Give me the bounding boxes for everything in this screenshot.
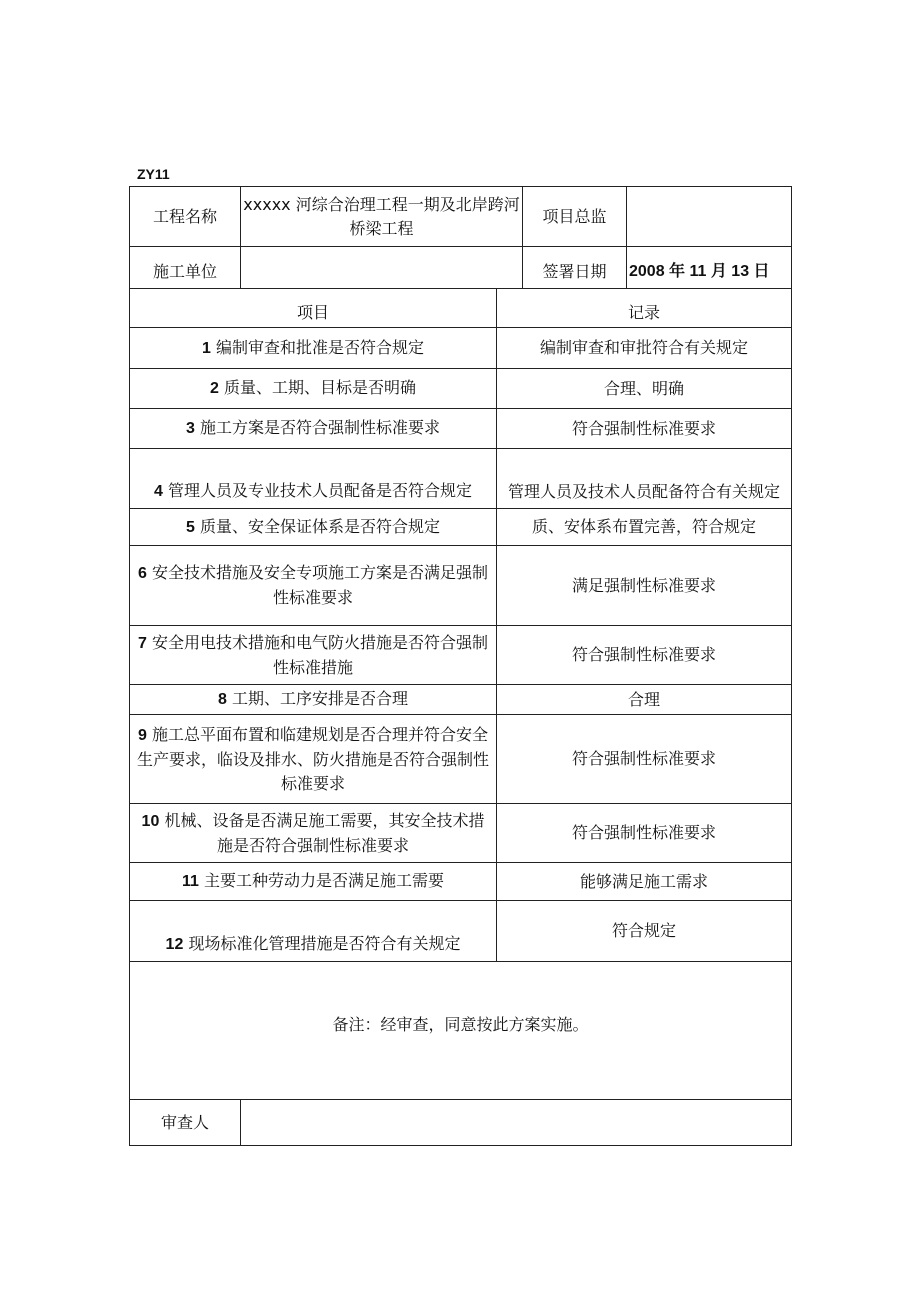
item-number: 1 xyxy=(201,339,211,357)
item-number: 9 xyxy=(137,726,147,744)
item-number: 4 xyxy=(153,483,163,500)
record-cell: 符合规定 xyxy=(497,901,792,962)
item-cell xyxy=(130,901,497,962)
item-number: 5 xyxy=(185,518,195,536)
reviewer-label: 审查人 xyxy=(130,1100,241,1146)
item-number: 7 xyxy=(137,634,147,652)
reviewer-value xyxy=(241,1100,792,1146)
table-row xyxy=(130,863,792,901)
item-text: 安全技术措施及安全专项施工方案是否满足强制性标准要求 xyxy=(151,563,488,607)
item-text: 质量、工期、目标是否明确 xyxy=(223,378,416,397)
item-text: 施工总平面布置和临建规划是否合理并符合安全生产要求，临设及排水、防火措施是否符合强制性标准要求 xyxy=(136,724,489,793)
item-cell xyxy=(130,369,497,409)
table-row xyxy=(130,509,792,546)
item-cell xyxy=(130,804,497,863)
sign-date-label: 签署日期 xyxy=(523,247,627,289)
item-cell xyxy=(130,685,497,715)
column-header-record: 记录 xyxy=(497,289,792,328)
project-name-value: xxxxx 河综合治理工程一期及北岸跨河桥梁工程 xyxy=(241,187,523,247)
item-text: 现场标准化管理措施是否符合有关规定 xyxy=(188,934,461,953)
table-row xyxy=(130,901,792,962)
chief-supervisor-value xyxy=(627,187,792,247)
item-text: 施工方案是否符合强制性标准要求 xyxy=(199,418,440,437)
record-cell: 符合强制性标准要求 xyxy=(497,626,792,685)
header-row-contractor xyxy=(130,247,792,289)
record-cell: 符合强制性标准要求 xyxy=(497,409,792,449)
table-row xyxy=(130,449,792,509)
table-row xyxy=(130,369,792,409)
item-text: 安全用电技术措施和电气防火措施是否符合强制性标准措施 xyxy=(151,632,488,677)
table-row xyxy=(130,626,792,685)
item-cell xyxy=(130,409,497,449)
item-cell xyxy=(130,546,497,626)
item-number: 3 xyxy=(185,420,195,437)
item-text: 质量、安全保证体系是否符合规定 xyxy=(199,516,440,536)
column-header-item: 项目 xyxy=(130,289,497,328)
item-number: 10 xyxy=(141,812,160,830)
item-number: 6 xyxy=(137,565,147,582)
table-row xyxy=(130,546,792,626)
item-number: 11 xyxy=(181,873,199,890)
remark-text: 备注：经审查，同意按此方案实施。 xyxy=(130,962,792,1100)
contractor-label: 施工单位 xyxy=(130,247,241,289)
item-cell xyxy=(130,509,497,546)
item-cell xyxy=(130,328,497,369)
record-cell: 符合强制性标准要求 xyxy=(497,715,792,804)
table-row xyxy=(130,409,792,449)
item-cell xyxy=(130,863,497,901)
record-cell: 合理、明确 xyxy=(497,369,792,409)
item-text: 管理人员及专业技术人员配备是否符合规定 xyxy=(167,481,472,500)
record-cell: 能够满足施工需求 xyxy=(497,863,792,901)
record-cell: 满足强制性标准要求 xyxy=(497,546,792,626)
item-number: 12 xyxy=(165,936,184,953)
record-cell: 编制审查和审批符合有关规定 xyxy=(497,328,792,369)
form-code: ZY11 xyxy=(137,166,170,182)
item-text: 编制审查和批准是否符合规定 xyxy=(215,337,424,357)
record-cell: 管理人员及技术人员配备符合有关规定 xyxy=(497,449,792,509)
sign-date-value: 2008 年 11 月 13 日 xyxy=(627,247,792,289)
table-row xyxy=(130,328,792,369)
table-row xyxy=(130,685,792,715)
record-cell: 符合强制性标准要求 xyxy=(497,804,792,863)
item-text: 机械、设备是否满足施工需要，其安全技术措施是否符合强制性标准要求 xyxy=(164,810,485,855)
review-form-table xyxy=(129,186,792,1146)
column-header-row xyxy=(130,289,792,328)
item-text: 工期、工序安排是否合理 xyxy=(231,689,408,708)
item-cell xyxy=(130,715,497,804)
reviewer-row xyxy=(130,1100,792,1146)
table-row xyxy=(130,804,792,863)
remark-row xyxy=(130,962,792,1100)
item-number: 8 xyxy=(217,691,227,708)
record-cell: 质、安体系布置完善，符合规定 xyxy=(497,509,792,546)
contractor-value xyxy=(241,247,523,289)
item-number: 2 xyxy=(209,380,219,397)
item-cell xyxy=(130,626,497,685)
project-name-label: 工程名称 xyxy=(130,187,241,247)
table-row xyxy=(130,715,792,804)
header-row-project xyxy=(130,187,792,247)
item-cell xyxy=(130,449,497,509)
record-cell: 合理 xyxy=(497,685,792,715)
item-text: 主要工种劳动力是否满足施工需要 xyxy=(204,871,445,890)
chief-supervisor-label: 项目总监 xyxy=(523,187,627,247)
